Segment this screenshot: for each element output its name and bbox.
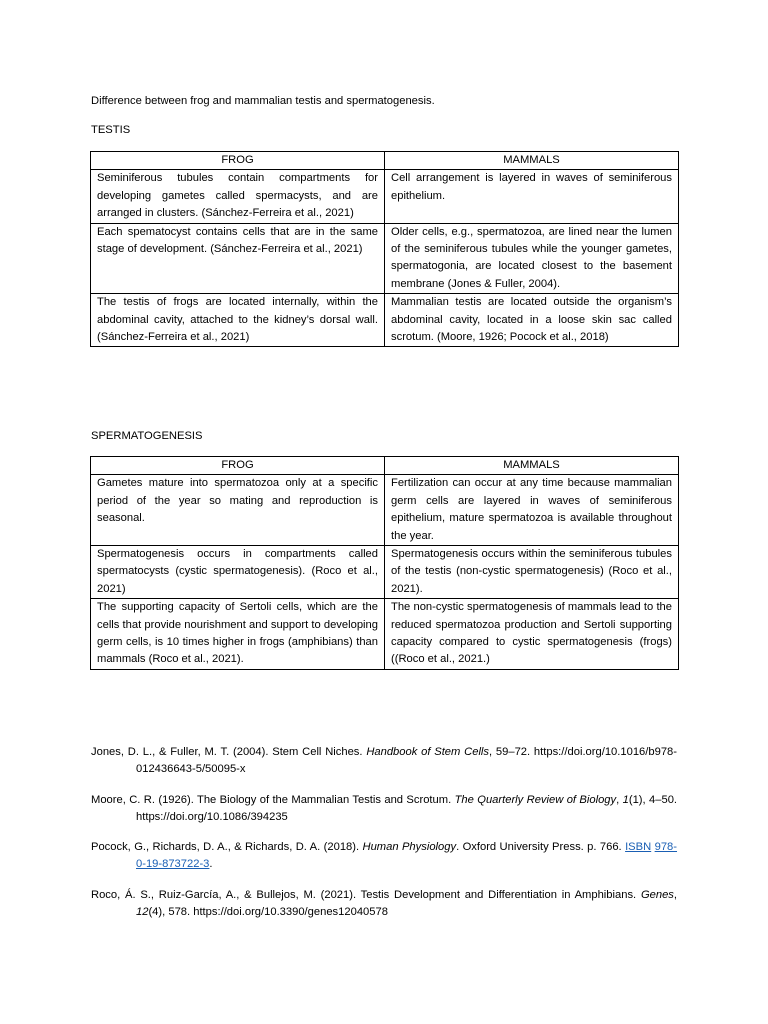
isbn-link[interactable]: ISBN <box>625 841 652 853</box>
table-row <box>91 170 679 223</box>
spermatogenesis-table <box>90 456 679 670</box>
testis-section-label: TESTIS <box>91 124 131 136</box>
column-header-frog: FROG <box>91 152 385 170</box>
mammals-cell: Cell arrangement is layered in waves of seminiferous epithelium. <box>385 170 679 223</box>
table-row <box>91 599 679 670</box>
frog-cell: Seminiferous tubules contain compartments for developing gametes called spermacysts, and are arranged in clusters. (Sánchez-Ferreira et al., 2021) <box>91 170 385 223</box>
column-header-mammals: MAMMALS <box>385 152 679 170</box>
mammals-cell: Mammalian testis are located outside the organism’s abdominal cavity, located in a loose skin sac called scrotum. (Moore, 1926; Pocock et al., 2018) <box>385 294 679 347</box>
table-row <box>91 223 679 294</box>
table-header-row <box>91 457 679 475</box>
spermatogenesis-section-label: SPERMATOGENESIS <box>91 430 203 442</box>
column-header-frog: FROG <box>91 457 385 475</box>
testis-table <box>90 151 679 347</box>
frog-cell: Each spematocyst contains cells that are in the same stage of development. (Sánchez-Ferreira et al., 2021) <box>91 223 385 294</box>
reference-jones: Jones, D. L., & Fuller, M. T. (2004). Stem Cell Niches. Handbook of Stem Cells, 59–72. https://doi.org/10.1016/b978-012436643-5/50095-x <box>91 746 677 776</box>
document-title: Difference between frog and mammalian testis and spermatogenesis. <box>91 95 435 107</box>
mammals-cell: Older cells, e.g., spermatozoa, are lined near the lumen of the seminiferous tubules while the younger gametes, spermatogonia, are located closest to the basement membrane (Jones & Fuller, 2004). <box>385 223 679 294</box>
frog-cell: Gametes mature into spermatozoa only at a specific period of the year so mating and reproduction is seasonal. <box>91 475 385 546</box>
table-row <box>91 475 679 546</box>
table-header-row <box>91 152 679 170</box>
reference-moore: Moore, C. R. (1926). The Biology of the Mammalian Testis and Scrotum. The Quarterly Review of Biology, 1(1), 4–50. https://doi.org/10.1086/394235 <box>91 794 678 824</box>
mammals-cell: Spermatogenesis occurs within the seminiferous tubules of the testis (non-cystic spermatogenesis) (Roco et al., 2021). <box>385 546 679 599</box>
frog-cell: The testis of frogs are located internally, within the abdominal cavity, attached to the kidney’s dorsal wall. (Sánchez-Ferreira et al., 2021) <box>91 294 385 347</box>
isbn-number-link[interactable]: 978-0-19-873722-3 <box>136 841 678 871</box>
table-row <box>91 294 679 347</box>
frog-cell: Spermatogenesis occurs in compartments called spermatocysts (cystic spermatogenesis). (Roco et al., 2021) <box>91 546 385 599</box>
mammals-cell: The non-cystic spermatogenesis of mammals lead to the reduced spermatozoa production and Sertoli supporting capacity compared to cystic spermatogenesis (frogs) ((Roco et al., 2021.) <box>385 599 679 670</box>
table-row <box>91 546 679 599</box>
reference-roco: Roco, Á. S., Ruiz-García, A., & Bullejos, M. (2021). Testis Development and Differentiation in Amphibians. Genes, 12(4), 578. https://doi.org/10.3390/genes12040578 <box>91 889 678 919</box>
frog-cell: The supporting capacity of Sertoli cells, which are the cells that provide nourishment and support to developing germ cells, is 10 times higher in frogs (amphibians) than mammals (Roco et al., 2021). <box>91 599 385 670</box>
mammals-cell: Fertilization can occur at any time because mammalian germ cells are layered in waves of seminiferous epithelium, mature spermatozoa is available throughout the year. <box>385 475 679 546</box>
column-header-mammals: MAMMALS <box>385 457 679 475</box>
reference-pocock: Pocock, G., Richards, D. A., & Richards, D. A. (2018). Human Physiology. Oxford University Press. p. 766. ISBN 978-0-19-873722-3. <box>91 841 678 871</box>
